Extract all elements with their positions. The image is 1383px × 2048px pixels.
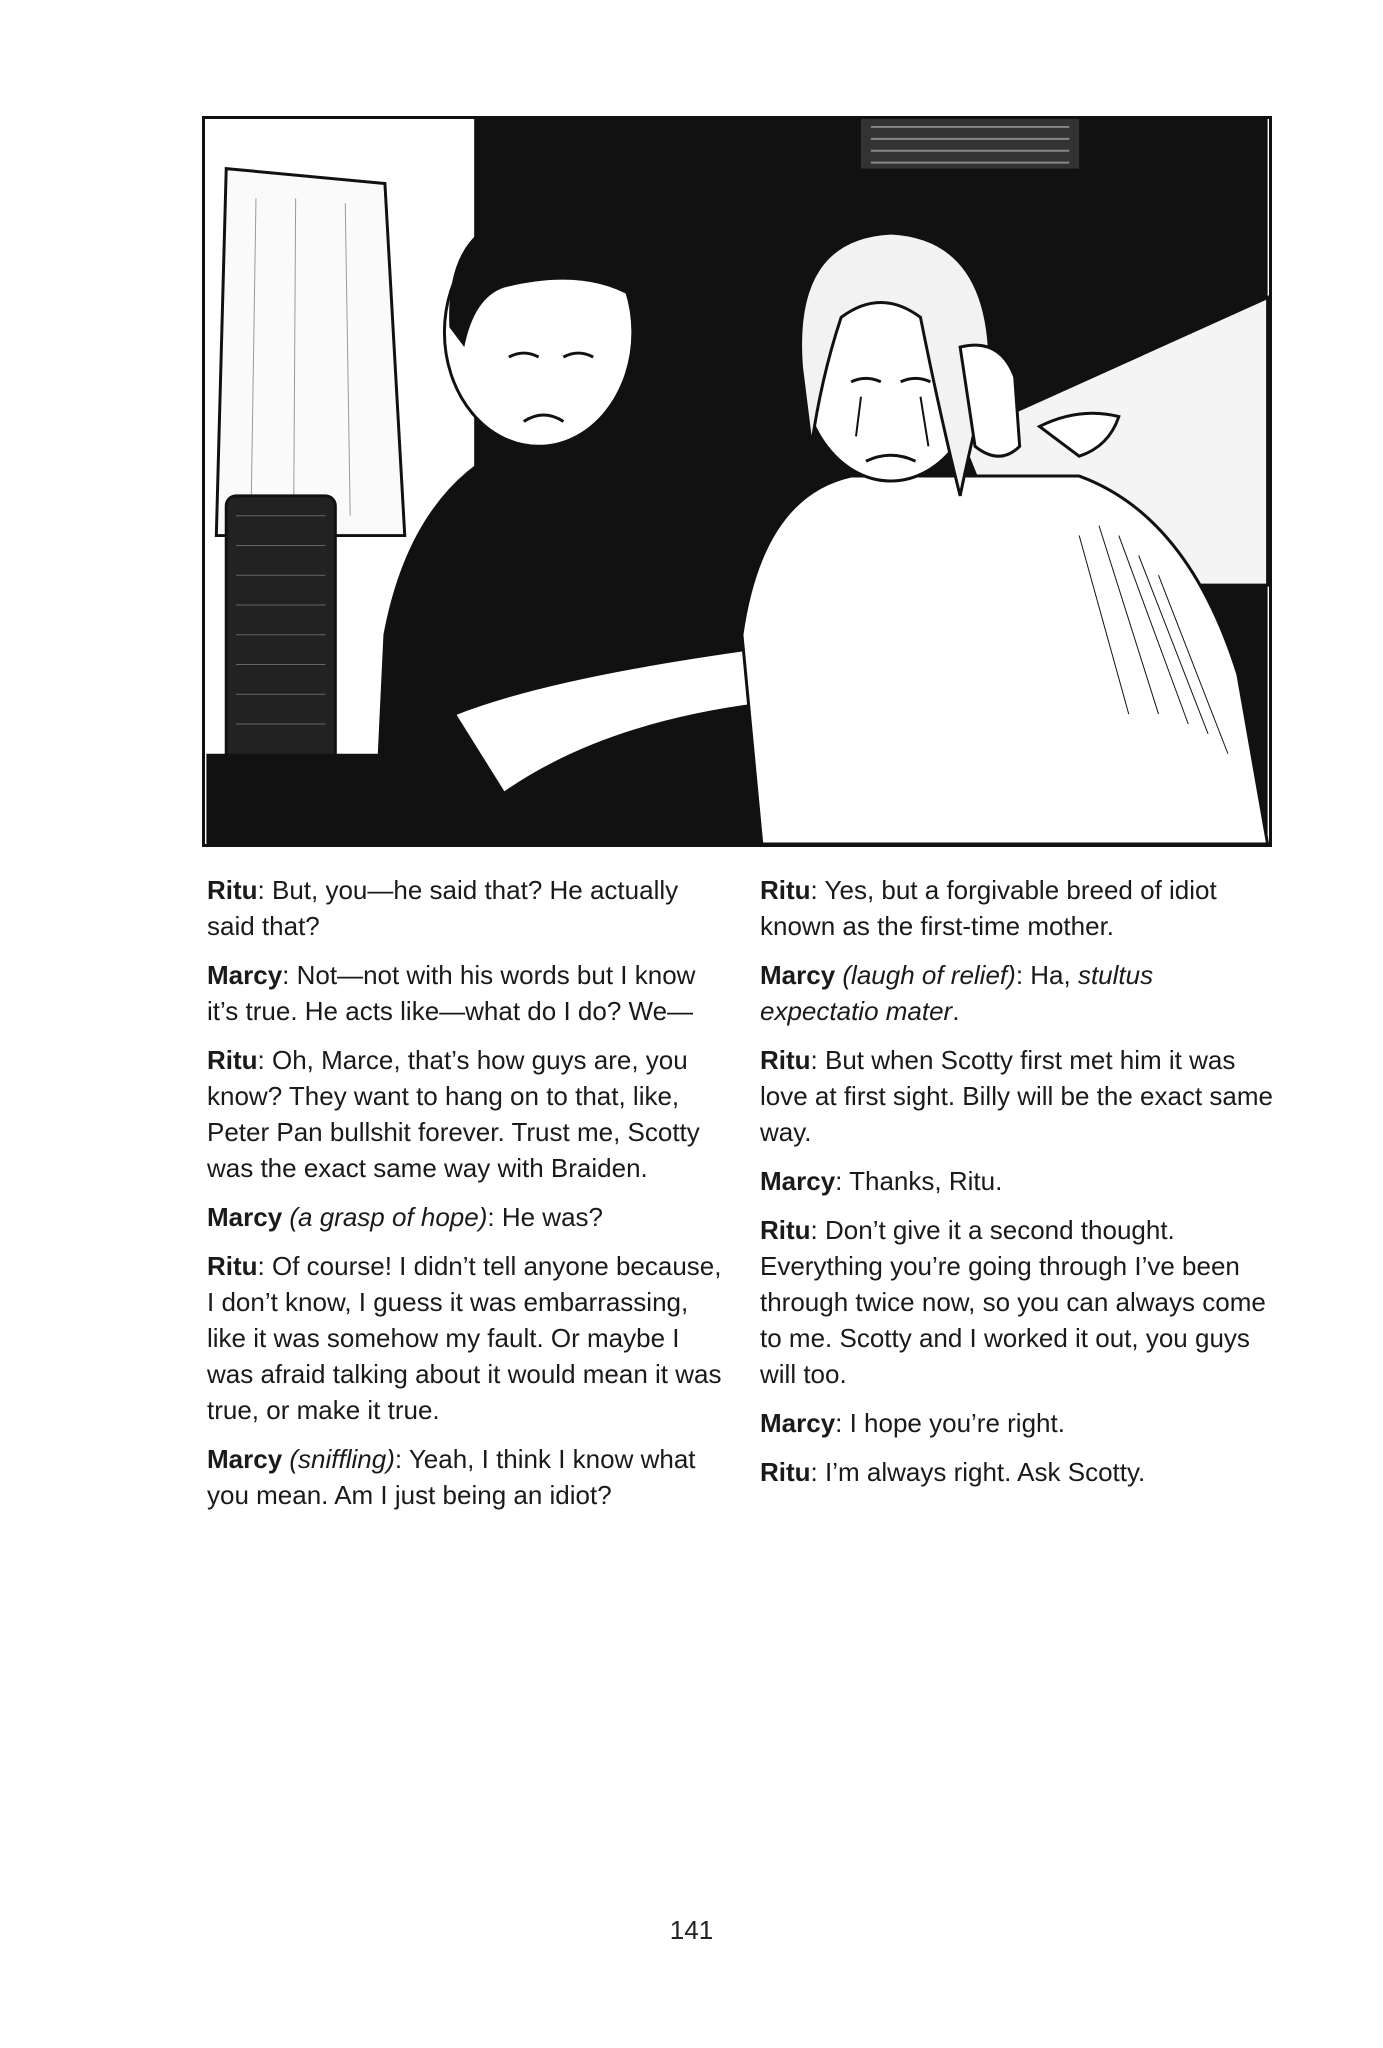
dialogue-line	[760, 1405, 1275, 1441]
dialogue-text: : Yes, but a forgivable breed of idiot known as the first-time mother.	[760, 875, 1217, 941]
latin-phrase: stultus expectatio mater	[760, 960, 1154, 1026]
dialogue-line	[760, 872, 1275, 944]
speaker-name: Ritu	[760, 1215, 811, 1245]
dialogue-left-column	[207, 872, 722, 1526]
speaker-name: Ritu	[760, 1457, 811, 1487]
dialogue-text: : Yeah, I think I know what you mean. Am I just being an idiot?	[207, 1444, 696, 1510]
dialogue-text: : But, you—he said that? He actually said that?	[207, 875, 679, 941]
dialogue-line	[760, 1212, 1275, 1392]
dialogue-line	[760, 957, 1275, 1029]
dialogue-line	[760, 1042, 1275, 1150]
speaker-name: Marcy	[760, 960, 836, 990]
dialogue-text: : I’m always right. Ask Scotty.	[810, 1457, 1146, 1487]
dialogue-line	[207, 1441, 722, 1513]
dialogue-line	[207, 1248, 722, 1428]
lamp-shade	[216, 169, 404, 536]
dialogue-line	[760, 1454, 1275, 1490]
stage-direction: (laugh of relief)	[835, 960, 1016, 990]
speaker-name: Ritu	[760, 1045, 811, 1075]
comic-panel	[202, 116, 1272, 847]
dialogue-text: : Thanks, Ritu.	[835, 1166, 1003, 1196]
speaker-name: Ritu	[760, 875, 811, 905]
dialogue-text-end: .	[952, 996, 960, 1026]
speaker-name: Marcy	[207, 1202, 283, 1232]
speaker-name: Marcy	[207, 960, 283, 990]
dialogue-right-column	[760, 872, 1275, 1503]
figure-left-body	[375, 436, 801, 844]
stage-direction: (sniffling)	[282, 1444, 395, 1474]
dialogue-line	[207, 1199, 722, 1235]
comic-illustration	[205, 119, 1269, 844]
dialogue-line	[207, 872, 722, 944]
speaker-name: Marcy	[760, 1166, 836, 1196]
dialogue-text: : But when Scotty first met him it was love at first sight. Billy will be the exact same way.	[760, 1045, 1273, 1147]
speaker-name: Marcy	[207, 1444, 283, 1474]
dialogue-text: : I hope you’re right.	[835, 1408, 1065, 1438]
stage-direction: (a grasp of hope)	[282, 1202, 488, 1232]
page-number: 141	[669, 1915, 714, 1945]
dialogue-text: : Oh, Marce, that’s how guys are, you know? They want to hang on to that, like, Peter Pan bullshit forever. Trust me, Scotty was the exact same way with Braiden.	[207, 1045, 700, 1183]
dialogue-text: : Not—not with his words but I know it’s true. He acts like—what do I do? We—	[207, 960, 696, 1026]
dialogue-line	[207, 1042, 722, 1186]
speaker-name: Marcy	[760, 1408, 836, 1438]
speaker-name: Ritu	[207, 1251, 258, 1281]
dialogue-line	[760, 1163, 1275, 1199]
speaker-name: Ritu	[207, 875, 258, 905]
dialogue-line	[207, 957, 722, 1029]
dialogue-text: : He was?	[487, 1202, 603, 1232]
dialogue-text: : Don’t give it a second thought. Everything you’re going through I’ve been through twice now, so you can always come to me. Scotty and I worked it out, you guys will too.	[760, 1215, 1266, 1389]
dialogue-text: : Ha,	[1015, 960, 1078, 990]
speaker-name: Ritu	[207, 1045, 258, 1075]
dialogue-text: : Of course! I didn’t tell anyone because, I don’t know, I guess it was embarrassing, like it was somehow my fault. Or maybe I was afraid talking about it would mean it was true, or make it true.	[207, 1251, 722, 1425]
